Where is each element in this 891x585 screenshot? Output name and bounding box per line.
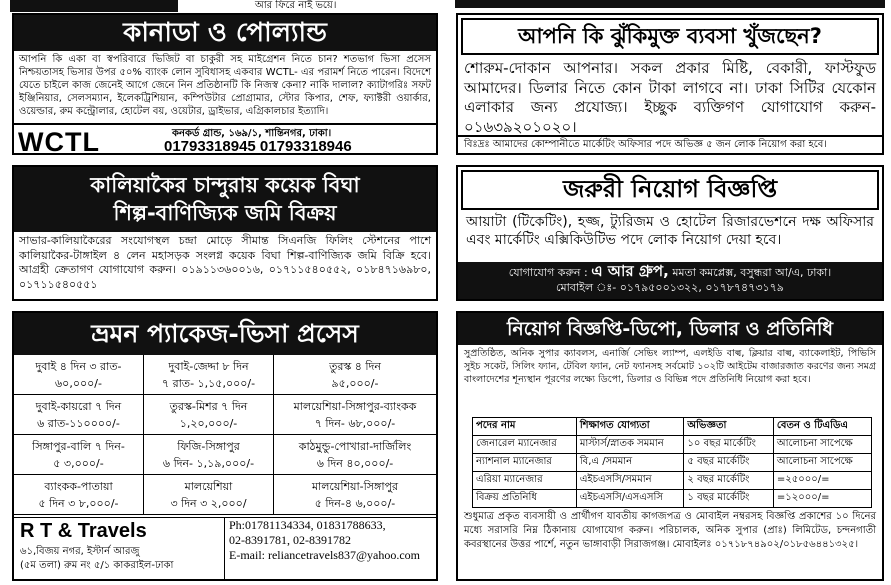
dealer-position-table: [472, 417, 872, 508]
business-ad-body: শোরুম-দোকান আপনার। সকল প্রকার মিষ্টি, বেকারী, ফাস্টফুড আমাদের। ডিলার নিতে কোন টাকা লাগবে না। ঢাকা সিটির যেকোন এলাকার জন্য প্রযোজ্য। ইচ্ছুক ব্যক্তিগণ যোগাযোগ করুন- ০১৬৩৯২০১০২০।: [464, 59, 876, 136]
table-row: এরিয়া ম্যানেজার এইচএসসি/সমমান ২ বছর মার্কেটিং =২৫০০০/=: [473, 472, 872, 490]
dealer-ad-title: নিয়োগ বিজ্ঞপ্তি-ডিপো, ডিলার ও প্রতিনিধি: [458, 313, 882, 345]
wctl-phones: 01793318945 01793318946: [164, 138, 352, 155]
travel-ad-title: ভ্রমন প্যাকেজ-ভিসা প্রসেস: [14, 313, 436, 355]
rt-email: E-mail: reliancetravels837@yahoo.com: [229, 548, 420, 562]
package-grid: [14, 355, 436, 515]
package-cell: দুবাই-জেদ্দা ৮ দিন ৭ রাত- ১,১৫,০০০/-: [144, 355, 274, 395]
travel-footer: [14, 517, 436, 579]
business-ad-title: আপনি কি ঝুঁকিমুক্ত ব্যবসা খুঁজছেন?: [461, 18, 879, 55]
recruit-contact-label: যোগাযোগ করুন :: [508, 266, 588, 279]
table-row: ন্যাশনাল ম্যানেজার বি,এ /সমমান ৫ বছর মার্কেটিং আলোচনা সাপেক্ষে: [473, 454, 872, 472]
land-ad-title-line2: শিল্প-বাণিজ্যিক জমি বিক্রয়: [113, 201, 337, 226]
package-cell: ব্যাংকক-পাতায়া ৫ দিন ৩ ৮,০০০/-: [14, 475, 144, 515]
recruit-contact-bar: [458, 262, 882, 299]
land-ad-phones: ০১৯১১৩৬০০১৬, ০১৭১১৫৪০৫৫২, ০১৮৪৭১৬৯৮০, ০১৭১১৫৪০৫৫১: [19, 263, 431, 292]
package-cell: কাঠমুন্ডু-পোখারা-দার্জিলিং ৬ দিন ৪০,০০০/-: [274, 435, 436, 475]
rt-phone-line2: 02-8391781, 02-8391782: [229, 533, 351, 547]
land-ad-title-line1: কালিয়াকৈর চান্দুরায় কয়েক বিঘা: [90, 173, 360, 197]
package-cell: মালয়েশিয়া ৩ দিন ৩ ২,০০০/: [144, 475, 274, 515]
rt-travels-logo: R T & Travels: [20, 520, 147, 542]
recruit-mobile: মোবাইল ঃ- ০১৭৯৫০০১৩২২, ০১৭৮৭৪৭৩১৭৯: [556, 281, 784, 294]
rt-phone-line1: Ph:01781134334, 01831788633,: [229, 518, 386, 532]
canada-ad-body: আপনি কি একা বা স্বপরিবারে ভিজিট বা চাকুরী সহ মাইগ্রেশন নিতে চান? শতভাগ ভিসা প্রসেস নিশ্চয়তাসহ ভিসার উপর ৫০% ব্যাংক লোন সুবিধাসহ একবার WCTL- এর পরামর্শ নিতে পারেন। বিদেশে যেতে চাইলে কাজ জেনেই আগে জেনে নিন প্রতিষ্ঠানটি কি নিজস্ব কেনা? নাকি দালাল? ক্যাটাগরিঃ সফট ইঞ্জিনিয়ার, সেলসম্যান, ইলেকট্রিশিয়ান, কম্পিউটার প্রোগ্রামার, স্টোর কিপার, শেফ, ফ্যাক্টরী ওয়ার্কার, ওয়েল্ডার, রুম কন্ট্রোলার, হোটেল বয়, ওয়েটার, ড্রাইভার, এগ্রিকালচার ইত্যাদি।: [19, 54, 431, 117]
dealer-recruitment-ad: [456, 311, 884, 581]
recruit-address: মমতা কমপ্লেক্স, বসুন্ধরা আ/এ, ঢাকা।: [672, 266, 832, 279]
rt-travels-contacts: [224, 518, 436, 580]
canada-ad-title: কানাডা ও পোল্যান্ড: [14, 15, 436, 51]
package-cell: মালয়েশিয়া-সিঙ্গাপুর ৫ দিন-৪ ৬,০০০/-: [274, 475, 436, 515]
package-cell: তুরস্ক-মিশর ৭ দিন ১,২০,০০০/-: [144, 395, 274, 435]
package-cell: ফিজি-সিঙ্গাপুর ৬ দিন- ১,১৯,০০০/-: [144, 435, 274, 475]
dealer-ad-intro: সুপ্রতিষ্ঠিত, অনিক সুপার ক্যাবলস, এনার্জি সেভিং ল্যাম্প, এলইডি বাল্ব, ক্লিয়ার বাল্ব, ব্যাকেলাইট, পিভিসি সুইচ সকেট, সিলিং ফ্যান, টেবিল ফ্যান, নেট ফ্যানসহ সর্বমোট ১০২টি আইটেম বাজারজাত করণের জন্য সমগ্র বাংলাদেশের শূন্যস্থান পূরণের লক্ষ্যে ডিপো, ডিলার ও বিভিন্ন পদে প্রতিনিধি নিয়োগ করা হবে।: [464, 348, 876, 385]
wctl-logo: WCTL: [18, 127, 100, 155]
business-ad: [456, 13, 884, 155]
top-strip-text: আর ফিরে নাই ভয়ে।: [255, 0, 337, 11]
travel-package-ad: [12, 311, 438, 581]
package-cell: দুবাই ৪ দিন ৩ রাত- ৬০,০০০/-: [14, 355, 144, 395]
recruit-ad-body: আয়াটা (টিকেটিং), হজ্জ, ট্যুরিজম ও হোটেল রিজারভেশনে দক্ষ অফিসার এবং মার্কেটিং এক্সিকিউটিভ পদে লোক নিয়োগ দেয়া হবে।: [466, 214, 874, 249]
land-ad-body: [14, 232, 436, 295]
rt-travels-address: ৬১,বিজয় নগর, ইস্টার্ন আরজু (৫ম তলা) রুম নং ৫/১ কাকরাইল-ঢাকা: [20, 546, 174, 571]
package-cell: মালয়েশিয়া-সিঙ্গাপুর-ব্যাংকক ৭ দিন- ৬৮,০০০/-: [274, 395, 436, 435]
package-cell: তুরস্ক ৪ দিন ৯৫,০০০/-: [274, 355, 436, 395]
land-sale-ad: [12, 165, 438, 301]
table-header-row: পদের নাম শিক্ষাগত যোগ্যতা অভিজ্ঞতা বেতন ও টিএডিএ: [473, 418, 872, 436]
dealer-ad-outro: শুধুমাত্র প্রকৃত ব্যবসায়ী ও প্রার্থীগণ যাবতীয় কাগজপত্র ও মোবাইল নম্বরসহ বিজ্ঞপ্তি প্রকাশের ১০ দিনের মধ্যে সরাসরি নিম্ন ঠিকানায় যোগাযোগ করুন। পরিচালক, অনিক সুপার (প্রাঃ) লিমিটেড, চন্দনগাতী কবরস্থানের উত্তর পার্শে, নতুন ভাঙ্গাবাড়ী সিরাজগঞ্জ। মোবাইলঃ ০১৭১৮৭৪৯০২/০১৮৫৬৪৪১৩২৫।: [464, 511, 876, 550]
recruit-company: এ আর গ্রুপ,: [591, 262, 669, 280]
top-strip-right-bar: [455, 0, 885, 8]
land-ad-title: [14, 167, 436, 232]
package-cell: দুবাই-কায়রো ৭ দিন ৬ রাত-১১০০০০/-: [14, 395, 144, 435]
wctl-footer: [14, 123, 436, 153]
package-cell: সিঙ্গাপুর-বালি ৭ দিন- ৫ ৩,০০০/-: [14, 435, 144, 475]
land-ad-text: সাভার-কালিয়াকৈরের সংযোগস্থল চন্দ্রা মোড়ে সীমান্ত সিএনজি ফিলিং স্টেশনের পাশে কালিয়াকৈর-টাঙ্গাইল ৪ লেন মহাসড়ক সংলগ্ন কয়েক বিঘা শিল্প-বাণিজ্যিক জমি বিক্রি হবে। আগ্রহী ক্রেতাগণ যোগাযোগ করুন।: [19, 233, 431, 277]
table-row: জেনারেল ম্যানেজার মাস্টার্স/স্নাতক সমমান ১০ বছর মার্কেটিং আলোচনা সাপেক্ষে: [473, 436, 872, 454]
recruit-ad-title: জরুরী নিয়োগ বিজ্ঞপ্তি: [461, 170, 879, 210]
top-strip-left-bar: [10, 0, 178, 12]
urgent-recruitment-ad: [456, 165, 884, 301]
canada-poland-ad: [12, 13, 438, 155]
business-ad-notice: বিঃদ্রঃ আমাদের কোম্পানীতে মার্কেটিং অফিসার পদে অভিজ্ঞ ৫ জন লোক নিয়োগ করা হবে।: [458, 135, 882, 153]
table-row: বিক্রয় প্রতিনিধি এইচএসসি/এসএসসি ১ বছর মার্কেটিং =১২০০০/=: [473, 490, 872, 508]
wctl-address: কনকর্ড গ্রান্ড, ১৬৯/১, শান্তিনগর, ঢাকা।: [172, 128, 332, 139]
